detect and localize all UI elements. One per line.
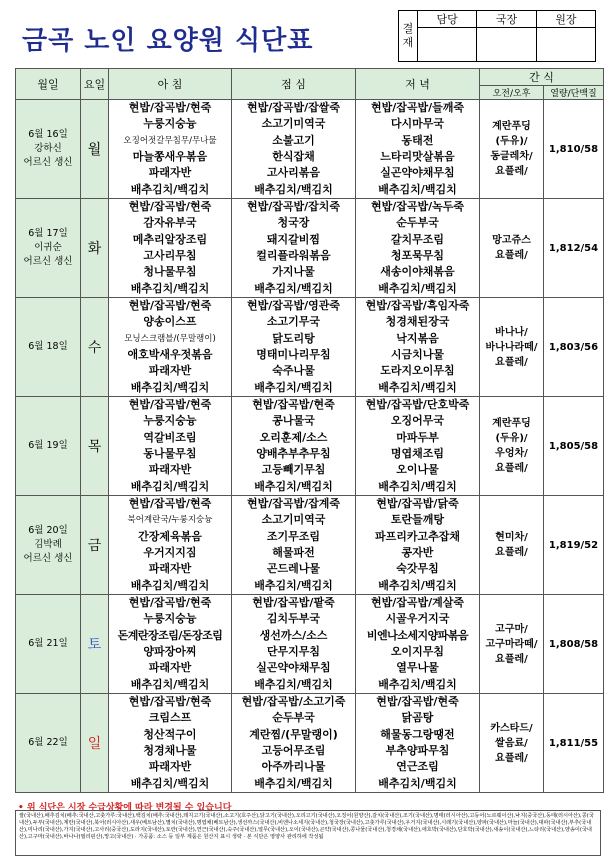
menu-item: 고등어무조림 xyxy=(261,744,326,757)
menu-item: 단무지무침 xyxy=(266,645,321,658)
menu-item: 우거지지짐 xyxy=(143,546,197,559)
menu-item: 오이지무침 xyxy=(390,645,445,658)
approval-sign-head xyxy=(536,28,595,62)
kcal-cell: 1,812/54 xyxy=(544,199,604,298)
approval-sign-director xyxy=(477,28,536,62)
menu-item: 청산적구이 xyxy=(143,727,197,741)
lunch-cell xyxy=(232,496,356,595)
snack-item: 요플레/ xyxy=(495,653,528,665)
menu-item: 낙지볶음 xyxy=(396,331,439,345)
menu-item: 현밥/잡곡밥/녹두죽 xyxy=(370,200,465,214)
menu-row xyxy=(16,496,604,595)
menu-item: 간장제육볶음 xyxy=(138,529,202,543)
snack-item: (두유)/ xyxy=(495,136,528,147)
menu-item: 감자유부국 xyxy=(143,216,197,230)
menu-item: 현밥/잡곡밥/들깨죽 xyxy=(370,101,465,115)
approval-sign-staff xyxy=(418,28,477,62)
lunch-cell xyxy=(232,199,356,298)
menu-item: 조기무조림 xyxy=(266,529,321,543)
menu-item: 닭곰탕 xyxy=(401,711,434,725)
date-text: 6월 19일 xyxy=(28,440,68,451)
kcal-cell: 1,811/55 xyxy=(544,694,604,793)
menu-item: 시골우거지국 xyxy=(385,612,450,626)
menu-item: 양배추부추무침 xyxy=(256,447,331,460)
birthday-text: 어르신 생신 xyxy=(23,553,73,564)
menu-item: 명엽채조림 xyxy=(390,447,445,460)
breakfast-cell xyxy=(109,397,232,496)
menu-item: 토란들깨탕 xyxy=(390,513,445,527)
birthday-text: 어르신 생신 xyxy=(23,157,73,168)
menu-item: 숙갓무침 xyxy=(396,562,439,576)
menu-item: 배추김치/백김치 xyxy=(130,380,210,394)
menu-item: 파래자반 xyxy=(148,463,192,477)
menu-row xyxy=(16,694,604,793)
menu-item: 배추김치/백김치 xyxy=(130,182,210,196)
birthday-text: 김박례 xyxy=(34,539,62,550)
snack-item: 요플레/ xyxy=(495,250,528,261)
snack-item: 바나나라떼/ xyxy=(485,341,538,353)
menu-item: 현밥/잡곡밥/현죽 xyxy=(128,101,212,115)
menu-item: 파래자반 xyxy=(148,166,192,180)
date-cell xyxy=(16,595,81,694)
menu-item: 청나물무침 xyxy=(143,265,197,279)
menu-item: 연근조림 xyxy=(396,760,439,774)
menu-item: 소불고기 xyxy=(272,133,315,147)
menu-row xyxy=(16,100,604,199)
menu-item: 고등빼기무침 xyxy=(261,463,326,477)
menu-item: 파래자반 xyxy=(148,760,192,774)
breakfast-cell xyxy=(109,100,232,199)
header-lunch: 점 심 xyxy=(232,69,356,100)
menu-row xyxy=(16,298,604,397)
breakfast-cell xyxy=(109,694,232,793)
snack-item: 카스타드/ xyxy=(490,722,533,734)
menu-item: 명태미나리무침 xyxy=(256,348,331,361)
dinner-cell xyxy=(356,100,480,199)
menu-item: 오리훈제/소스 xyxy=(259,430,328,444)
date-text: 6월 16일 xyxy=(28,129,68,140)
menu-item: 현밥/잡곡밥/잡쌀죽 xyxy=(246,101,341,115)
menu-item: 현밥/잡곡밥/단호박죽 xyxy=(365,398,470,412)
date-text: 6월 17일 xyxy=(28,228,68,239)
menu-item: 콩자반 xyxy=(401,546,434,559)
menu-item: 청국장 xyxy=(277,216,310,230)
snack-item: 현미차/ xyxy=(495,532,528,543)
date-cell xyxy=(16,496,81,595)
dinner-cell xyxy=(356,397,480,496)
date-cell xyxy=(16,100,81,199)
menu-item: 배추김치/백김치 xyxy=(130,578,210,592)
kcal-cell: 1,803/56 xyxy=(544,298,604,397)
menu-item: 배추김치/백김치 xyxy=(378,677,457,691)
menu-item: 현밥/잡곡밥/현죽 xyxy=(252,398,335,412)
menu-item: 소고기미역국 xyxy=(261,513,326,527)
breakfast-cell xyxy=(109,595,232,694)
menu-item: 현밥/잡곡밥/소고기죽 xyxy=(241,695,346,709)
menu-item: 현밥/잡곡밥/현죽 xyxy=(128,497,212,511)
menu-item: 새송이야채볶음 xyxy=(380,265,455,279)
header-snack-time: 오전/오후 xyxy=(480,86,544,100)
menu-item: 배추김치/백김치 xyxy=(378,281,457,295)
origin-info: 쌀(국내산),배추김치(배추:국내산,고춧가루:국내산),백김치(배추:국내산),돼지고기(국내산),소고기(호주산),닭고기(국내산),오리고기(국내산),오징어(원양산),갈치(국내산),조기(국내산),명태(러시아산),고등어(노르웨이산),낙지(중국산),동태(러시아산),콩(국내산),두부(국내산),계란(국내산),북어(러시아산),새우(베트남산),멸치(국내산),명엽채(베트남산),생선까스(국내산),비엔나소세지(국내산),청국장(국내산),고춧가루(국내산),우거지(국내산),시래기(국내산),양파(국내산),마늘(국내산),대파(국내산),부추(국내산),미나리(국내산),가지(국내산),고사리(중국산),도라지(국내산),토란(국내산),연근(국내산),숙주(국내산),열무(국내산),오이(국내산),곤약(국내산),콩나물(국내산),청경채(국내산),애호박(국내산),단호박(국내산),새송이(국내산),느타리(국내산),양송이(국내산),고구마(국내산),바나나(필리핀산),망고(국내산) · 가공품: 소스 등 일부 제품은 원산지 표시 생략 · 본 식단은 영양사 관리하에 작성됨 xyxy=(15,810,601,856)
lunch-cell xyxy=(232,694,356,793)
menu-item: 컬리플라워볶음 xyxy=(256,249,331,262)
snack-item: 요플레/ xyxy=(495,752,528,764)
menu-item: 배추김치/백김치 xyxy=(254,281,333,295)
menu-item: 돼지갈비찜 xyxy=(266,232,321,246)
menu-item: 오징어무국 xyxy=(390,414,445,428)
birthday-text: 강하신 xyxy=(34,143,62,154)
menu-item: 마늘쫑새우볶음 xyxy=(132,150,208,163)
menu-item: 닭도리탕 xyxy=(272,331,315,345)
menu-item: 현밥/잡곡밥/닭죽 xyxy=(376,497,459,511)
snack-item: 요플레/ xyxy=(495,463,528,474)
menu-item: 배추김치/백김치 xyxy=(254,182,333,196)
menu-item: 배추김치/백김치 xyxy=(254,776,333,790)
menu-item: 배추김치/백김치 xyxy=(378,776,457,790)
snack-item: (두유)/ xyxy=(495,433,528,444)
menu-item: 배추김치/백김치 xyxy=(254,578,333,592)
snack-cell xyxy=(480,694,544,793)
menu-item: 오이나물 xyxy=(396,463,439,477)
date-text: 6월 22일 xyxy=(28,737,68,748)
menu-item: 청경채된장국 xyxy=(385,315,450,329)
snack-item: 요플레/ xyxy=(495,356,528,368)
dinner-cell xyxy=(356,298,480,397)
menu-item: 파래자반 xyxy=(148,661,192,675)
snack-item: 쌀음료/ xyxy=(495,737,528,749)
menu-item: 청경채나물 xyxy=(143,744,197,757)
menu-item: 고사리무침 xyxy=(143,249,197,262)
dinner-cell xyxy=(356,595,480,694)
birthday-text: 이귀순 xyxy=(34,242,62,253)
menu-item: 배추김치/백김치 xyxy=(130,776,210,790)
date-text: 6월 21일 xyxy=(28,638,68,649)
menu-row xyxy=(16,595,604,694)
menu-item: 양파장아찌 xyxy=(143,645,197,658)
menu-item: 현밥/잡곡밥/잡계죽 xyxy=(246,497,341,511)
menu-item: 배추김치/백김치 xyxy=(254,677,333,691)
kcal-cell: 1,819/52 xyxy=(544,496,604,595)
snack-item: 우엉차/ xyxy=(495,448,528,459)
menu-item: 돈계란장조림/돈장조림 xyxy=(117,628,223,642)
snack-item: 고구마라떼/ xyxy=(485,638,538,650)
menu-item: 파프리카고추잡채 xyxy=(374,529,460,543)
breakfast-cell xyxy=(109,496,232,595)
menu-item: 애호박새우젓볶음 xyxy=(127,348,213,361)
date-text: 6월 20일 xyxy=(28,525,68,536)
menu-item: 현밥/잡곡밥/현죽 xyxy=(128,596,212,610)
menu-item: 오징어젓갈무침무/무나물 xyxy=(123,135,217,146)
menu-item: 열무나물 xyxy=(396,661,439,675)
menu-row xyxy=(16,199,604,298)
header-dinner: 저 녁 xyxy=(356,69,480,100)
snack-item: 계란푸딩 xyxy=(492,121,531,132)
day-cell: 수 xyxy=(81,298,109,397)
date-cell xyxy=(16,397,81,496)
day-cell: 화 xyxy=(81,199,109,298)
header-kcal: 열량/단백질 xyxy=(544,86,604,100)
day-cell: 월 xyxy=(81,100,109,199)
day-cell: 일 xyxy=(81,694,109,793)
menu-item: 배추김치/백김치 xyxy=(254,380,333,394)
day-cell: 토 xyxy=(81,595,109,694)
dinner-cell xyxy=(356,199,480,298)
menu-item: 콩나물국 xyxy=(272,414,315,428)
menu-item: 순두부국 xyxy=(272,711,315,725)
menu-item: 모닝스크램블/(무말랭이) xyxy=(124,333,216,344)
menu-item: 현밥/잡곡밥/팥죽 xyxy=(252,596,335,610)
menu-item: 소고기미역국 xyxy=(261,117,326,131)
menu-item: 현밥/잡곡밥/계살죽 xyxy=(370,596,465,610)
menu-item: 김치두부국 xyxy=(266,612,321,626)
day-cell: 금 xyxy=(81,496,109,595)
kcal-cell: 1,805/58 xyxy=(544,397,604,496)
lunch-cell xyxy=(232,100,356,199)
date-text: 6월 18일 xyxy=(28,341,68,352)
kcal-cell: 1,810/58 xyxy=(544,100,604,199)
lunch-cell xyxy=(232,397,356,496)
snack-item: 고구마/ xyxy=(495,623,528,635)
day-cell: 목 xyxy=(81,397,109,496)
menu-item: 누룽지숭늉 xyxy=(143,612,197,626)
menu-item: 파래자반 xyxy=(148,562,192,576)
kcal-cell: 1,808/58 xyxy=(544,595,604,694)
menu-row xyxy=(16,397,604,496)
menu-item: 배추김치/백김치 xyxy=(378,380,457,394)
breakfast-cell xyxy=(109,298,232,397)
lunch-cell xyxy=(232,595,356,694)
menu-item: 고사리볶음 xyxy=(266,166,321,180)
menu-item: 숙주나물 xyxy=(272,364,315,378)
notice-text: • 위 식단은 시장 수급상황에 따라 변경될 수 있습니다 xyxy=(18,803,232,813)
menu-item: 누룽지숭늉 xyxy=(143,117,197,131)
menu-item: 크림스프 xyxy=(148,711,192,725)
menu-item: 메추리알장조림 xyxy=(132,232,208,246)
menu-item: 다시마무국 xyxy=(390,117,445,131)
birthday-text: 어르신 생신 xyxy=(23,256,73,267)
menu-item: 한식잡채 xyxy=(272,150,315,163)
header-day: 요일 xyxy=(81,69,109,100)
menu-item: 실곤약야채무침 xyxy=(256,661,331,675)
dinner-cell xyxy=(356,694,480,793)
snack-cell xyxy=(480,199,544,298)
menu-item: 비엔나소세지양파볶음 xyxy=(366,628,469,642)
menu-item: 동나물무침 xyxy=(143,447,197,460)
menu-item: 해물동그랑땡전 xyxy=(380,727,455,741)
menu-item: 배추김치/백김치 xyxy=(130,677,210,691)
menu-item: 갈치무조림 xyxy=(390,232,445,246)
snack-cell xyxy=(480,298,544,397)
menu-item: 가지나물 xyxy=(272,265,315,279)
approval-role-director: 국장 xyxy=(477,11,536,28)
lunch-cell xyxy=(232,298,356,397)
menu-item: 현밥/잡곡밥/현죽 xyxy=(128,695,212,709)
snack-item: 요플레/ xyxy=(495,166,528,177)
header-date: 월일 xyxy=(16,69,81,100)
date-cell xyxy=(16,694,81,793)
approval-role-staff: 담당 xyxy=(418,11,477,28)
menu-item: 마파두부 xyxy=(396,430,439,444)
snack-item: 요플레/ xyxy=(495,547,528,558)
breakfast-cell xyxy=(109,199,232,298)
dinner-cell xyxy=(356,496,480,595)
menu-item: 현밥/잡곡밥/현죽 xyxy=(128,299,212,313)
header-snack: 간 식 xyxy=(480,69,604,86)
snack-cell xyxy=(480,397,544,496)
menu-item: 현밥/잡곡밥/현죽 xyxy=(128,200,212,214)
menu-item: 소고기무국 xyxy=(266,315,321,329)
menu-item: 곤드레나물 xyxy=(266,562,321,576)
snack-item: 계란푸딩 xyxy=(492,418,531,429)
snack-cell xyxy=(480,496,544,595)
menu-item: 계란찜/(무말랭이) xyxy=(249,727,338,741)
menu-item: 현밥/잡곡밥/현죽 xyxy=(376,695,459,709)
menu-item: 실곤약야채무침 xyxy=(380,166,455,180)
approval-role-head: 원장 xyxy=(536,11,595,28)
menu-item: 양송이스프 xyxy=(143,315,197,329)
header-breakfast: 아 침 xyxy=(109,69,232,100)
menu-item: 현밥/잡곡밥/흑임자죽 xyxy=(365,299,470,313)
menu-item: 배추김치/백김치 xyxy=(378,578,457,592)
menu-item: 배추김치/백김치 xyxy=(378,479,457,493)
page-title: 금곡 노인 요양원 식단표 xyxy=(22,26,314,56)
menu-item: 배추김치/백김치 xyxy=(130,281,210,295)
menu-item: 아주까리나물 xyxy=(261,760,326,774)
menu-item: 현밥/잡곡밥/현죽 xyxy=(128,398,212,412)
menu-item: 순두부국 xyxy=(396,216,439,230)
date-cell xyxy=(16,199,81,298)
snack-item: 동글레차/ xyxy=(490,151,533,162)
meal-plan-table xyxy=(15,68,604,793)
menu-item: 동태전 xyxy=(401,133,434,147)
menu-item: 누룽지숭늉 xyxy=(143,414,197,428)
menu-item: 부추양파무침 xyxy=(385,744,450,757)
menu-item: 청포묵무침 xyxy=(390,249,445,262)
menu-item: 현밥/잡곡밥/영관죽 xyxy=(246,299,341,313)
menu-item: 북어계란국/누룽지숭늉 xyxy=(127,515,213,526)
menu-item: 파래자반 xyxy=(148,364,192,378)
menu-item: 시금치나물 xyxy=(390,348,445,361)
approval-label: 결재 xyxy=(399,11,418,62)
menu-item: 현밥/잡곡밥/잡치죽 xyxy=(246,200,341,214)
menu-item: 생선까스/소스 xyxy=(259,628,328,642)
menu-item: 역갈비조림 xyxy=(143,430,197,444)
menu-item: 해물파전 xyxy=(272,546,315,559)
menu-item: 도라지오이무침 xyxy=(380,364,455,378)
menu-item: 느타리맛살볶음 xyxy=(380,150,455,163)
snack-cell xyxy=(480,100,544,199)
menu-item: 배추김치/백김치 xyxy=(130,479,210,493)
snack-item: 바나나/ xyxy=(495,326,528,338)
snack-cell xyxy=(480,595,544,694)
menu-item: 배추김치/백김치 xyxy=(378,182,457,196)
menu-item: 배추김치/백김치 xyxy=(254,479,333,493)
snack-item: 망고쥬스 xyxy=(492,235,531,246)
date-cell xyxy=(16,298,81,397)
approval-box xyxy=(398,10,596,62)
